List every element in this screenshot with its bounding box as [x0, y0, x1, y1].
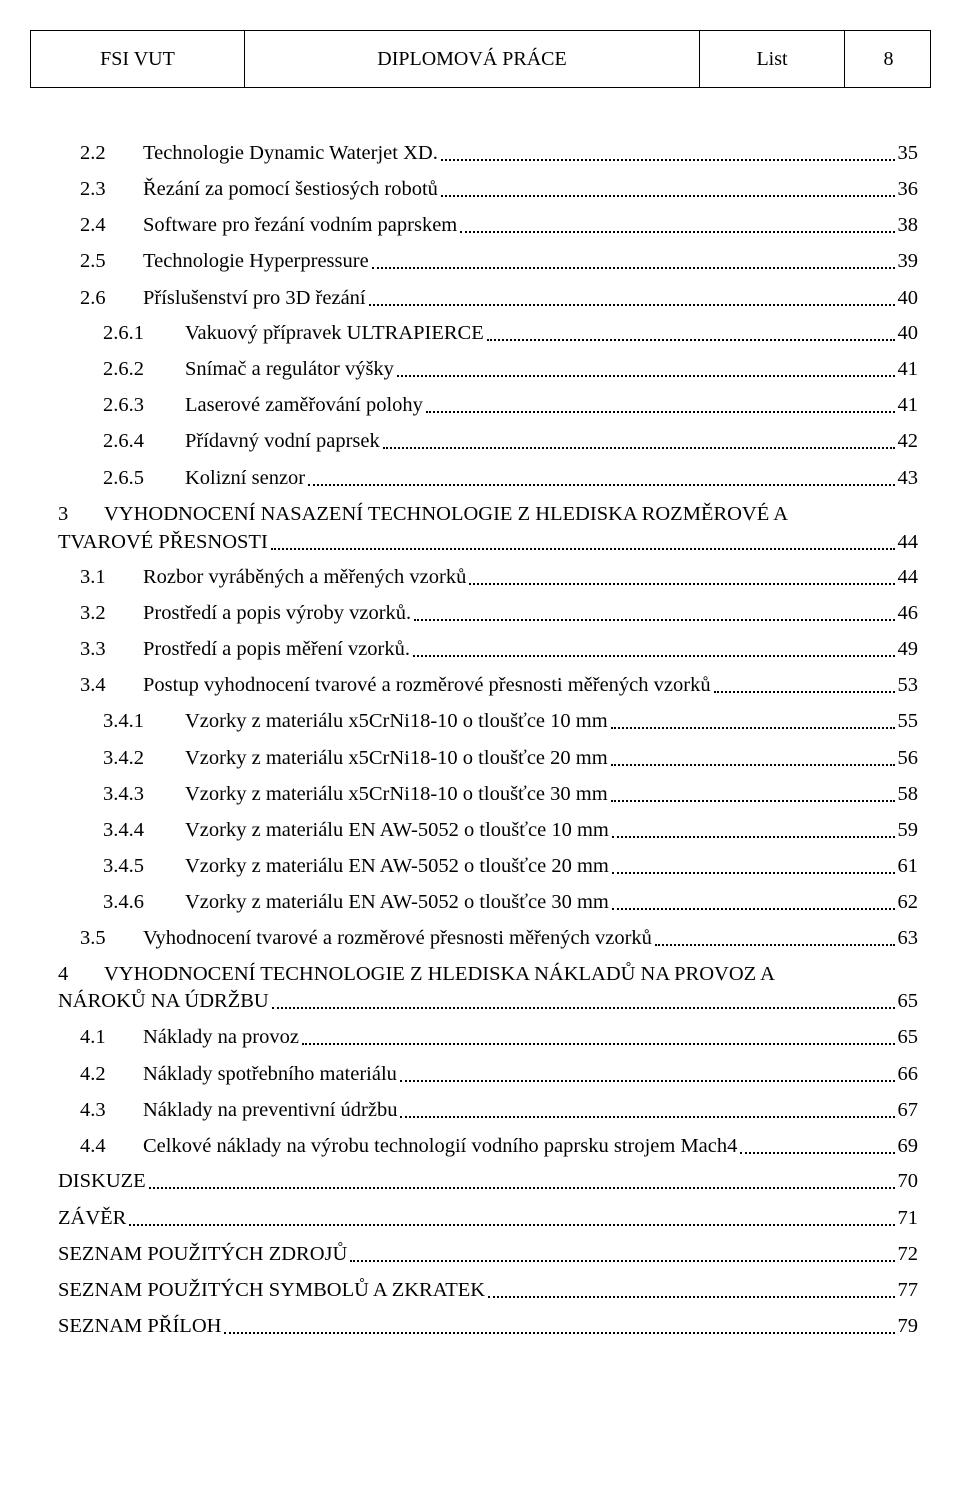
toc-entry-number: 4.4	[80, 1135, 106, 1157]
toc-entry-title: Vzorky z materiálu EN AW-5052 o tloušťce 20 mm	[185, 855, 609, 877]
toc-entry[interactable]	[103, 887, 918, 917]
toc-leader-dots	[612, 908, 895, 910]
toc-entry-number: 4.3	[80, 1099, 106, 1121]
toc-entry-page: 35	[897, 142, 918, 164]
toc-entry-page: 65	[897, 1026, 918, 1048]
toc-entry-page: 65	[897, 990, 918, 1012]
toc-entry-number: 3.5	[80, 927, 106, 949]
toc-entry-page: 67	[897, 1099, 918, 1121]
toc-entry-number: 2.5	[80, 250, 106, 272]
toc-entry-title: Prostředí a popis výroby vzorků.	[143, 602, 412, 624]
toc-entry[interactable]	[103, 390, 918, 420]
toc-entry-page: 40	[897, 287, 918, 309]
toc-entry-number: 3.4.3	[103, 783, 144, 805]
toc-entry-number: 2.6.2	[103, 358, 144, 380]
toc-entry-title: Snímač a regulátor výšky	[185, 358, 394, 380]
toc-entry-title: Vyhodnocení tvarové a rozměrové přesnosti měřených vzorků	[143, 927, 652, 949]
toc-leader-dots	[400, 1116, 894, 1118]
toc-entry[interactable]	[103, 463, 918, 493]
toc-entry[interactable]	[103, 318, 918, 348]
toc-entry[interactable]	[58, 527, 918, 557]
toc-entry[interactable]	[80, 1095, 918, 1125]
header-doc-type: DIPLOMOVÁ PRÁCE	[245, 31, 700, 87]
toc-leader-dots	[655, 944, 895, 946]
toc-entry[interactable]	[80, 1059, 918, 1089]
toc-leader-dots	[149, 1187, 895, 1189]
toc-leader-dots	[350, 1260, 894, 1262]
toc-entry-number: 3.4.2	[103, 747, 144, 769]
toc-entry[interactable]	[103, 779, 918, 809]
toc-entry-page: 39	[897, 250, 918, 272]
toc-entry-page: 36	[897, 178, 918, 200]
toc-entry-title: Vakuový přípravek ULTRAPIERCE	[185, 322, 484, 344]
toc-entry-title: Vzorky z materiálu EN AW-5052 o tloušťce 30 mm	[185, 891, 609, 913]
toc-leader-dots	[611, 727, 895, 729]
toc-leader-dots	[611, 764, 895, 766]
toc-leader-dots	[414, 619, 894, 621]
toc-entry-title: Rozbor vyráběných a měřených vzorků	[143, 566, 467, 588]
toc-leader-dots	[441, 195, 895, 197]
toc-entry[interactable]	[58, 986, 918, 1016]
toc-entry[interactable]	[58, 1239, 918, 1269]
toc-leader-dots	[413, 655, 894, 657]
toc-entry-number: 3.4.6	[103, 891, 144, 913]
toc-entry-title: Náklady na preventivní údržbu	[143, 1099, 398, 1121]
toc-entry-page: 58	[897, 783, 918, 805]
toc-leader-dots	[224, 1332, 894, 1334]
toc-chapter-heading-line[interactable]	[58, 959, 775, 989]
toc-entry-page: 43	[897, 467, 918, 489]
toc-entry-number: 3.4.5	[103, 855, 144, 877]
toc-leader-dots	[372, 267, 895, 269]
toc-leader-dots	[441, 159, 895, 161]
toc-entry-page: 71	[897, 1207, 918, 1229]
toc-entry[interactable]	[80, 138, 918, 168]
toc-entry[interactable]	[80, 562, 918, 592]
toc-entry-page: 61	[897, 855, 918, 877]
toc-leader-dots	[611, 800, 895, 802]
toc-entry-page: 41	[897, 358, 918, 380]
toc-entry-title: SEZNAM POUŽITÝCH SYMBOLŮ A ZKRATEK	[58, 1279, 486, 1301]
toc-chapter-heading-line[interactable]	[58, 499, 788, 529]
toc-entry[interactable]	[103, 851, 918, 881]
toc-entry-number: 3.4.4	[103, 819, 144, 841]
toc-entry-number: 2.6.1	[103, 322, 144, 344]
toc-leader-dots	[308, 484, 894, 486]
toc-entry[interactable]	[80, 1131, 918, 1161]
toc-leader-dots	[400, 1080, 895, 1082]
toc-entry-page: 49	[897, 638, 918, 660]
toc-leader-dots	[612, 836, 895, 838]
toc-entry-page: 77	[897, 1279, 918, 1301]
toc-entry[interactable]	[80, 283, 918, 313]
toc-entry-title: Vzorky z materiálu x5CrNi18-10 o tloušťce 30 mm	[185, 783, 608, 805]
toc-leader-dots	[740, 1152, 894, 1154]
toc-leader-dots	[714, 691, 895, 693]
toc-entry[interactable]	[80, 246, 918, 276]
toc-entry-title: Technologie Hyperpressure	[143, 250, 369, 272]
toc-entry-title: Postup vyhodnocení tvarové a rozměrové přesnosti měřených vzorků	[143, 674, 711, 696]
toc-entry-number: 2.2	[80, 142, 106, 164]
toc-entry[interactable]	[103, 426, 918, 456]
toc-entry-title: Příslušenství pro 3D řezání	[143, 287, 366, 309]
toc-entry-number: 3.1	[80, 566, 106, 588]
page-header	[30, 30, 931, 88]
toc-entry[interactable]	[80, 1022, 918, 1052]
toc-entry-page: 70	[897, 1170, 918, 1192]
toc-entry-page: 56	[897, 747, 918, 769]
toc-entry-number: 3.4.1	[103, 710, 144, 732]
header-list-number: 8	[883, 47, 894, 70]
toc-leader-dots	[460, 231, 894, 233]
toc-entry-title: SEZNAM POUŽITÝCH ZDROJŮ	[58, 1243, 348, 1265]
toc-entry[interactable]	[103, 354, 918, 384]
header-list-label: List	[700, 31, 845, 87]
toc-entry-page: 46	[897, 602, 918, 624]
toc-entry-title: Laserové zaměřování polohy	[185, 394, 423, 416]
toc-leader-dots	[271, 548, 895, 550]
toc-entry[interactable]	[80, 598, 918, 628]
toc-entry[interactable]	[58, 1311, 918, 1341]
toc-leader-dots	[129, 1224, 894, 1226]
toc-entry-page: 66	[897, 1063, 918, 1085]
toc-entry-page: 59	[897, 819, 918, 841]
toc-entry-title-cont: TVAROVÉ PŘESNOSTI	[58, 531, 268, 553]
toc-entry-number: 2.6	[80, 287, 106, 309]
toc-entry-page: 62	[897, 891, 918, 913]
toc-entry-number: 2.6.3	[103, 394, 144, 416]
toc-entry-page: 53	[897, 674, 918, 696]
toc-entry-page: 44	[897, 566, 918, 588]
toc-entry-page: 79	[897, 1315, 918, 1337]
toc-entry-title: Vzorky z materiálu x5CrNi18-10 o tloušťce 20 mm	[185, 747, 608, 769]
toc-entry-title: SEZNAM PŘÍLOH	[58, 1315, 222, 1337]
toc-entry[interactable]	[80, 923, 918, 953]
toc-entry-title: VYHODNOCENÍ TECHNOLOGIE Z HLEDISKA NÁKLADŮ NA PROVOZ A	[104, 963, 775, 985]
toc-entry-title: Vzorky z materiálu x5CrNi18-10 o tloušťce 10 mm	[185, 710, 608, 732]
toc-entry-title: VYHODNOCENÍ NASAZENÍ TECHNOLOGIE Z HLEDISKA ROZMĚROVÉ A	[104, 503, 789, 525]
toc-entry-title: Náklady na provoz	[143, 1026, 299, 1048]
toc-entry[interactable]	[80, 210, 918, 240]
toc-leader-dots	[302, 1043, 895, 1045]
toc-entry-title: Přídavný vodní paprsek	[185, 430, 380, 452]
toc-entry-number: 4.2	[80, 1063, 106, 1085]
toc-entry-page: 38	[897, 214, 918, 236]
toc-entry-page: 41	[897, 394, 918, 416]
toc-leader-dots	[426, 411, 895, 413]
toc-leader-dots	[397, 375, 895, 377]
toc-leader-dots	[369, 304, 895, 306]
toc-leader-dots	[612, 872, 895, 874]
toc-entry[interactable]	[103, 815, 918, 845]
toc-entry-number: 3.3	[80, 638, 106, 660]
toc-entry-number: 2.3	[80, 178, 106, 200]
toc-leader-dots	[469, 583, 894, 585]
toc-entry-number: 3	[58, 503, 69, 525]
toc-entry[interactable]	[80, 174, 918, 204]
toc-entry[interactable]	[80, 634, 918, 664]
toc-entry-page: 69	[897, 1135, 918, 1157]
toc-entry-title: DISKUZE	[58, 1170, 146, 1192]
toc-entry-number: 2.4	[80, 214, 106, 236]
toc-entry-title: Kolizní senzor	[185, 467, 306, 489]
toc-entry-title: Vzorky z materiálu EN AW-5052 o tloušťce 10 mm	[185, 819, 609, 841]
toc-entry-number: 2.6.5	[103, 467, 144, 489]
toc-entry-page: 44	[897, 531, 918, 553]
toc-entry[interactable]	[58, 1275, 918, 1305]
toc-entry-number: 3.4	[80, 674, 106, 696]
toc-entry[interactable]	[103, 706, 918, 736]
toc-entry-title: Náklady spotřebního materiálu	[143, 1063, 397, 1085]
toc-leader-dots	[488, 1296, 894, 1298]
toc-entry[interactable]	[58, 1203, 918, 1233]
toc-entry-title: Řezání za pomocí šestiosých robotů	[143, 178, 438, 200]
toc-entry[interactable]	[58, 1166, 918, 1196]
toc-entry-title: Technologie Dynamic Waterjet XD.	[143, 142, 438, 164]
toc-entry-number: 4.1	[80, 1026, 106, 1048]
toc-entry-title-cont: NÁROKŮ NA ÚDRŽBU	[58, 990, 269, 1012]
toc-entry-page: 55	[897, 710, 918, 732]
toc-entry-number: 2.6.4	[103, 430, 144, 452]
header-school: FSI VUT	[31, 31, 245, 87]
toc-entry-page: 63	[897, 927, 918, 949]
toc-leader-dots	[272, 1007, 895, 1009]
toc-leader-dots	[383, 447, 895, 449]
toc-entry-title: Software pro řezání vodním paprskem	[143, 214, 458, 236]
toc-entry[interactable]	[103, 743, 918, 773]
toc-entry-number: 4	[58, 963, 69, 985]
toc-entry-page: 72	[897, 1243, 918, 1265]
toc-entry[interactable]	[80, 670, 918, 700]
toc-entry-page: 40	[897, 322, 918, 344]
toc-entry-title: ZÁVĚR	[58, 1207, 127, 1229]
toc-entry-number: 3.2	[80, 602, 106, 624]
toc-leader-dots	[487, 339, 895, 341]
toc-entry-title: Prostředí a popis měření vzorků.	[143, 638, 411, 660]
toc-entry-title: Celkové náklady na výrobu technologií vodního paprsku strojem Mach4	[143, 1135, 738, 1157]
toc-entry-page: 42	[897, 430, 918, 452]
